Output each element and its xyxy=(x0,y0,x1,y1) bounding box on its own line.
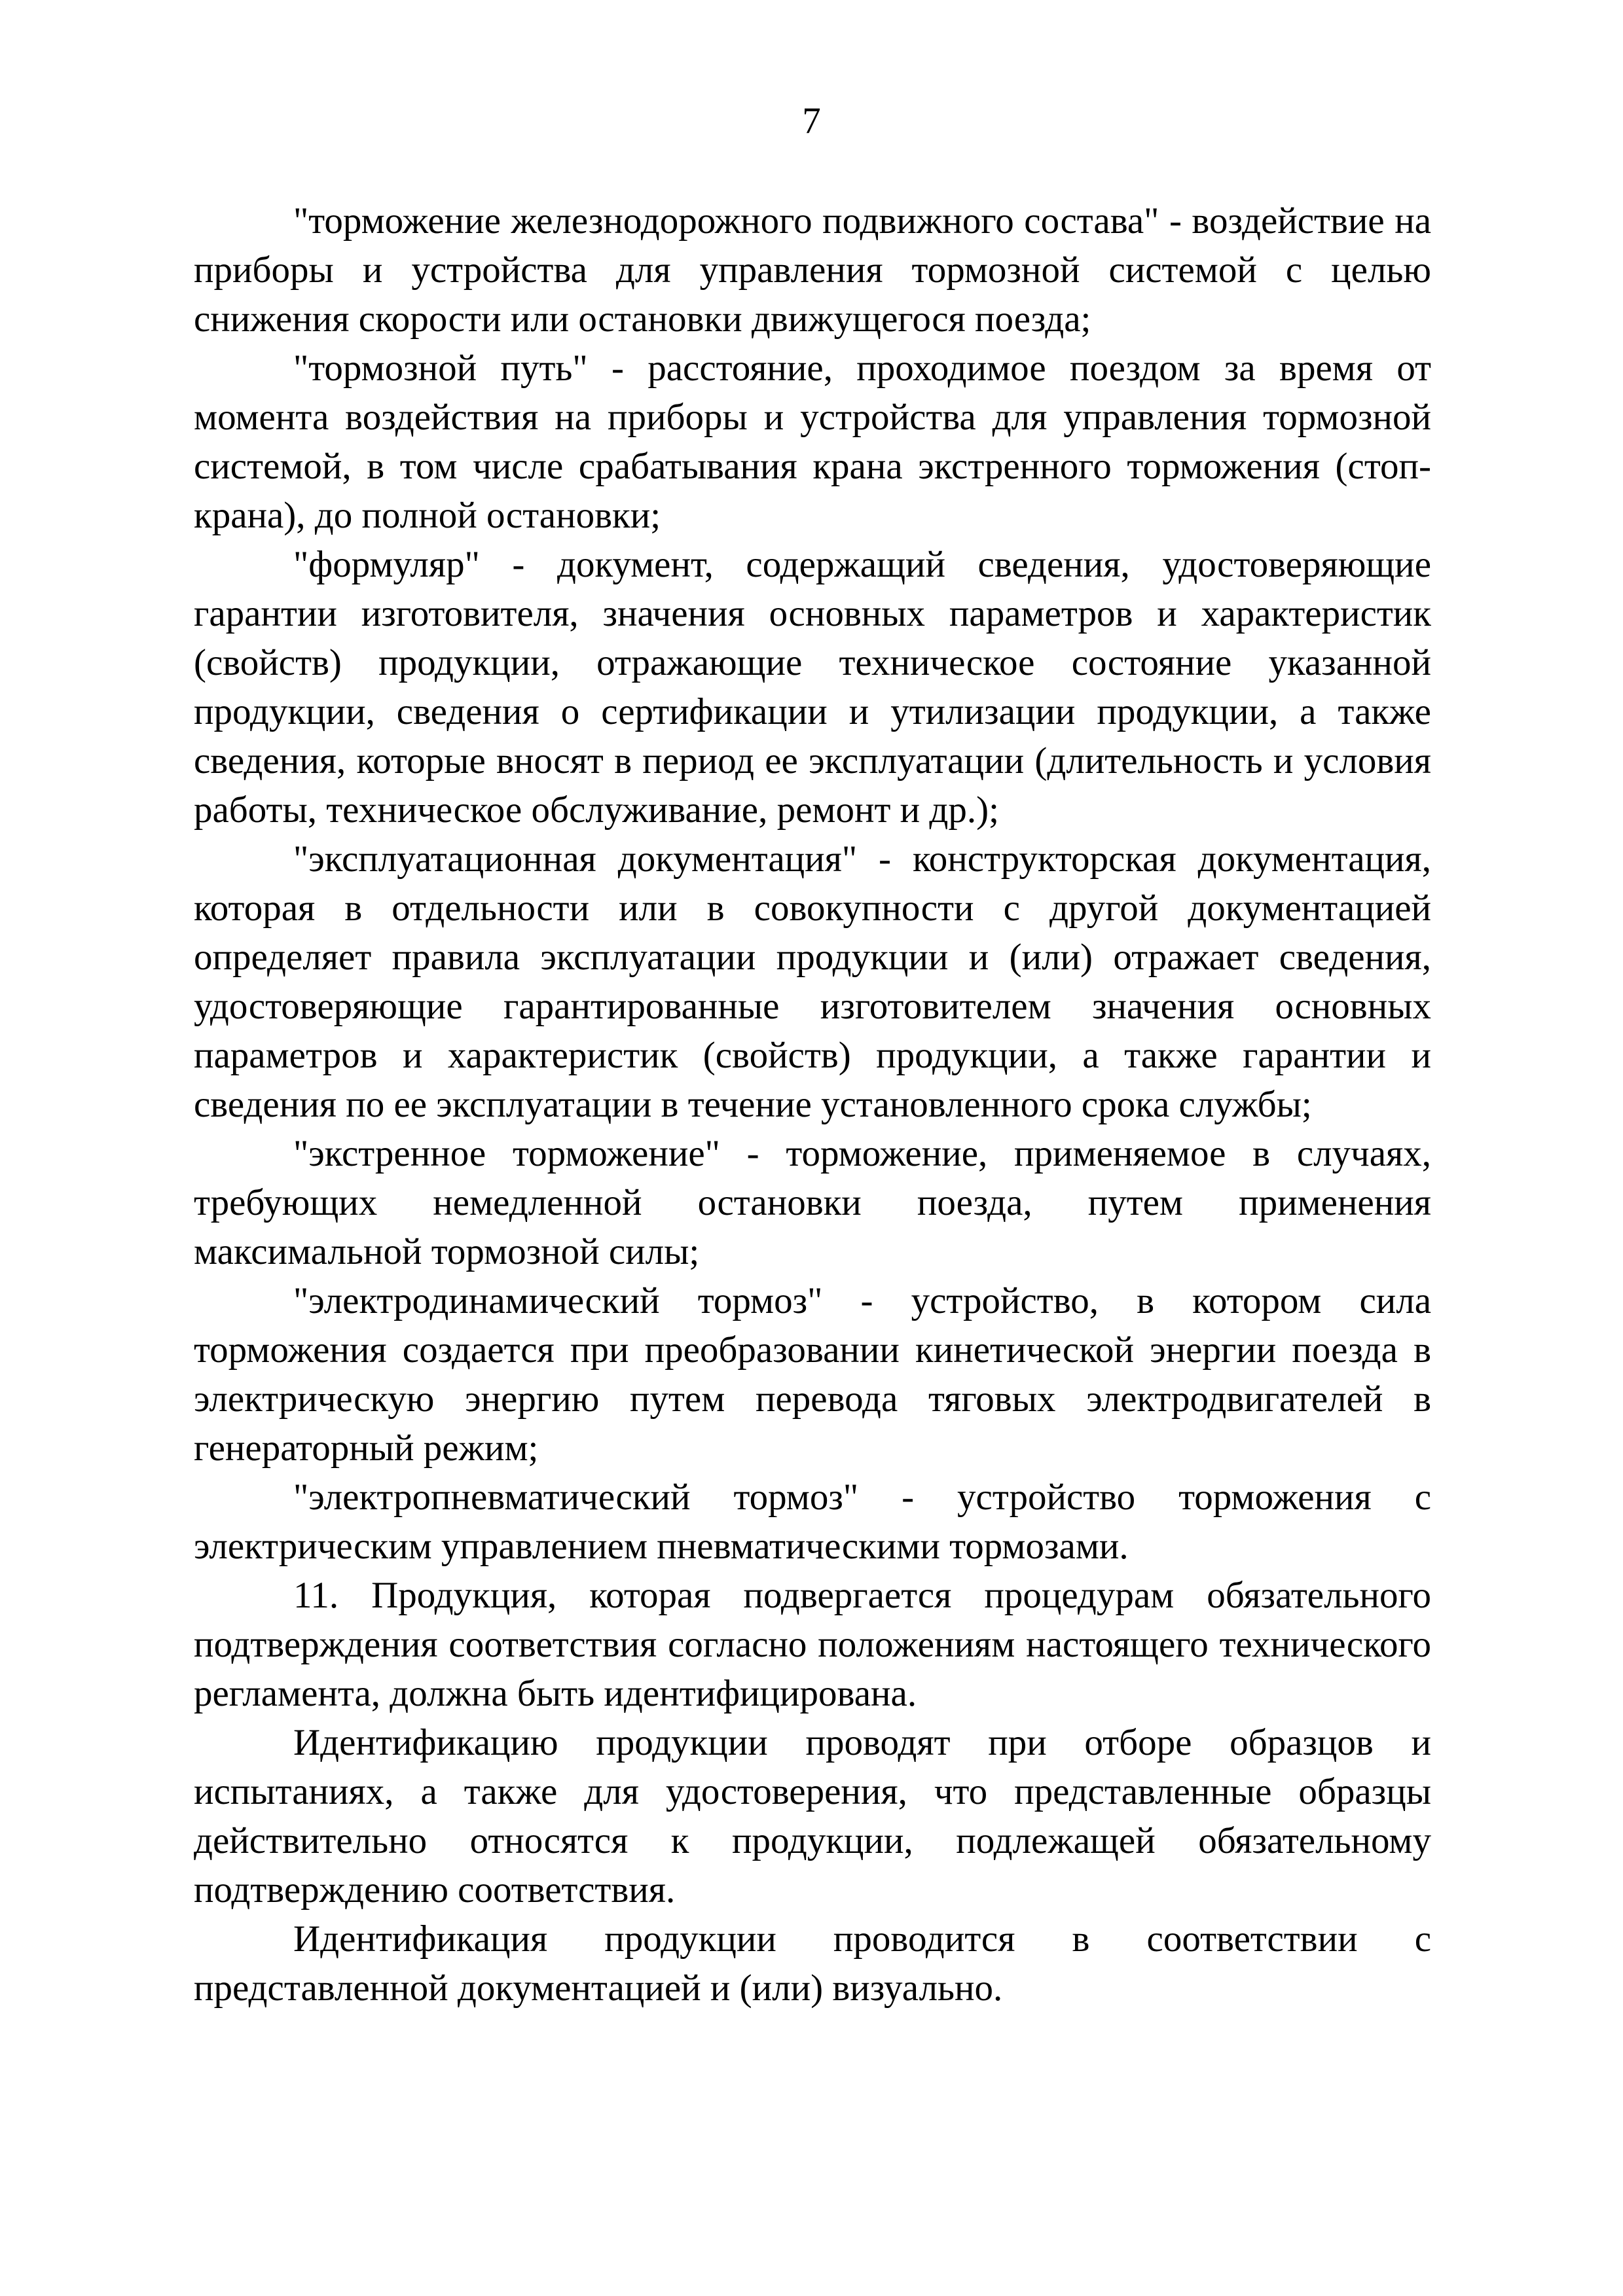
definition-emergency-braking: "экстренное торможение" - торможение, применяемое в случаях, требующих немедленной остановки поезда, путем применения максимальной тормозной силы; xyxy=(194,1133,1431,1272)
definition-braking-distance: "тормозной путь" - расстояние, проходимое поездом за время от момента воздействия на приборы и устройства для управления тормозной системой, в том числе срабатывания крана экстренного торможения (стоп-крана), до полной остановки; xyxy=(194,348,1431,536)
definition-operational-documentation: "эксплуатационная документация" - конструкторская документация, которая в отдельности или в совокупности с другой документацией определяет правила эксплуатации продукции и (или) отражает сведения, удостоверяющие гарантированные изготовителем значения основных параметров и характеристик (свойств) продукции, а также гарантии и сведения по ее эксплуатации в течение установленного срока службы; xyxy=(194,838,1431,1125)
page-number: 7 xyxy=(802,100,821,141)
definition-braking: "торможение железнодорожного подвижного состава" - воздействие на приборы и устройства для управления тормозной системой с целью снижения скорости или остановки движущегося поезда; xyxy=(194,200,1431,340)
definition-electropneumatic-brake: "электропневматический тормоз" - устройство торможения с электрическим управлением пневматическими тормозами. xyxy=(194,1477,1431,1567)
identification-method: Идентификация продукции проводится в соответствии с представленной документацией и (или) визуально. xyxy=(194,1918,1431,2009)
document-body xyxy=(194,196,1431,2013)
clause-11: 11. Продукция, которая подвергается процедурам обязательного подтверждения соответствия согласно положениям настоящего технического регламента, должна быть идентифицирована. xyxy=(194,1575,1431,1714)
definition-logbook: "формуляр" - документ, содержащий сведения, удостоверяющие гарантии изготовителя, значения основных параметров и характеристик (свойств) продукции, отражающие техническое состояние указанной продукции, сведения о сертификации и утилизации продукции, а также сведения, которые вносят в период ее эксплуатации (длительность и условия работы, техническое обслуживание, ремонт и др.); xyxy=(194,544,1431,831)
identification-procedure: Идентификацию продукции проводят при отборе образцов и испытаниях, а также для удостоверения, что представленные образцы действительно относятся к продукции, подлежащей обязательному подтверждению соответствия. xyxy=(194,1722,1431,1910)
definition-electrodynamic-brake: "электродинамический тормоз" - устройство, в котором сила торможения создается при преобразовании кинетической энергии поезда в электрическую энергию путем перевода тяговых электродвигателей в генераторный режим; xyxy=(194,1280,1431,1469)
